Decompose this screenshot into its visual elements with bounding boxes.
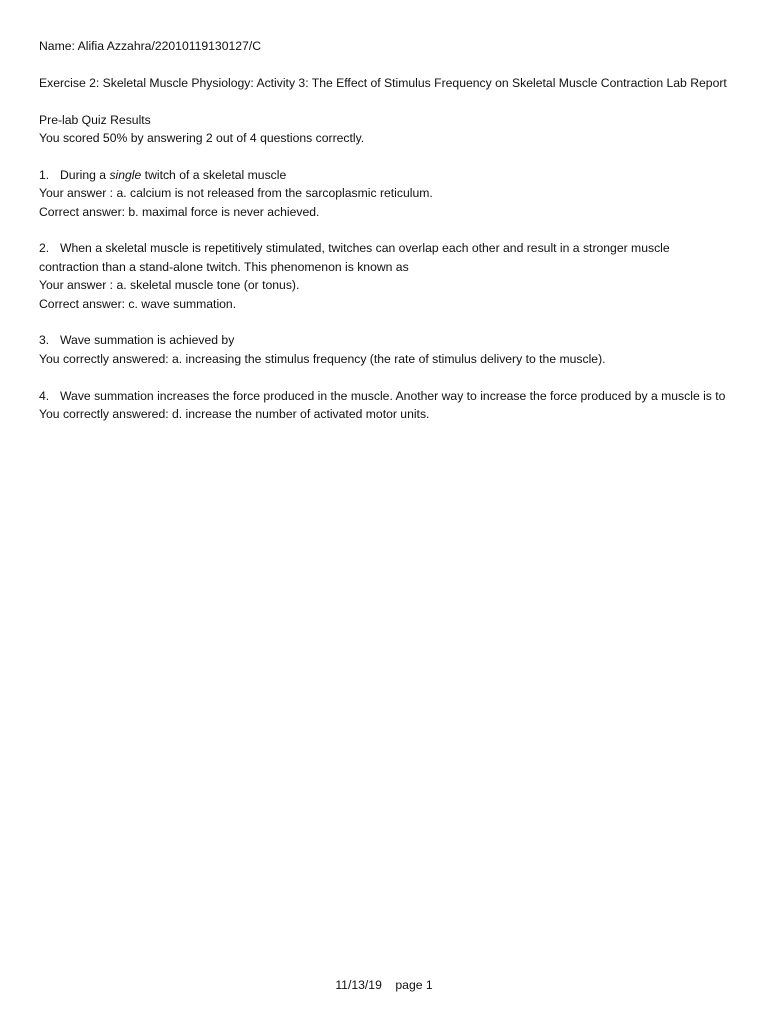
quiz-summary xyxy=(39,111,729,148)
correct-answer: Correct answer: b. maximal force is never achieved. xyxy=(39,204,320,219)
question-text: During a xyxy=(60,167,110,182)
name-line: Name: Alifia Azzahra/22010119130127/C xyxy=(39,39,262,53)
question-1 xyxy=(39,166,729,221)
question-2-prompt xyxy=(39,239,729,276)
student-name xyxy=(39,37,729,55)
question-4 xyxy=(39,387,729,424)
question-number: 4. xyxy=(39,388,50,403)
title-text: Exercise 2: Skeletal Muscle Physiology: Activity 3: The Effect of Stimulus Frequency on Skeletal Muscle Contraction Lab Report xyxy=(39,75,727,90)
your-answer: Your answer : a. calcium is not released from the sarcoplasmic reticulum. xyxy=(39,186,433,201)
question-4-prompt xyxy=(39,387,729,405)
question-number: 3. xyxy=(39,333,50,348)
correct-response: You correctly answered: d. increase the number of activated motor units. xyxy=(39,407,430,422)
exercise-title xyxy=(39,74,729,92)
question-1-prompt xyxy=(39,166,729,184)
question-number: 1. xyxy=(39,167,50,182)
question-text: twitch of a skeletal muscle xyxy=(141,167,287,182)
question-3 xyxy=(39,331,729,368)
question-text: Wave summation increases the force produced in the muscle. Another way to increase the force produced by a muscle is to xyxy=(60,388,726,403)
page-number: page 1 xyxy=(395,978,433,992)
page-footer xyxy=(0,976,768,994)
quiz-heading: Pre-lab Quiz Results xyxy=(39,112,151,127)
your-answer: Your answer : a. skeletal muscle tone (or tonus). xyxy=(39,278,300,293)
question-emphasis: single xyxy=(109,167,142,182)
footer-date: 11/13/19 xyxy=(335,978,382,992)
question-3-prompt xyxy=(39,331,729,349)
report-body xyxy=(39,37,729,442)
question-number: 2. xyxy=(39,241,50,256)
correct-response: You correctly answered: a. increasing the stimulus frequency (the rate of stimulus delivery to the muscle). xyxy=(39,351,606,366)
correct-answer: Correct answer: c. wave summation. xyxy=(39,296,237,311)
question-2 xyxy=(39,239,729,313)
quiz-score: You scored 50% by answering 2 out of 4 questions correctly. xyxy=(39,131,365,145)
question-text: Wave summation is achieved by xyxy=(60,333,235,348)
question-text: When a skeletal muscle is repetitively stimulated, twitches can overlap each other and result in a stronger muscle contraction than a stand-alone twitch. This phenomenon is known as xyxy=(39,241,670,274)
